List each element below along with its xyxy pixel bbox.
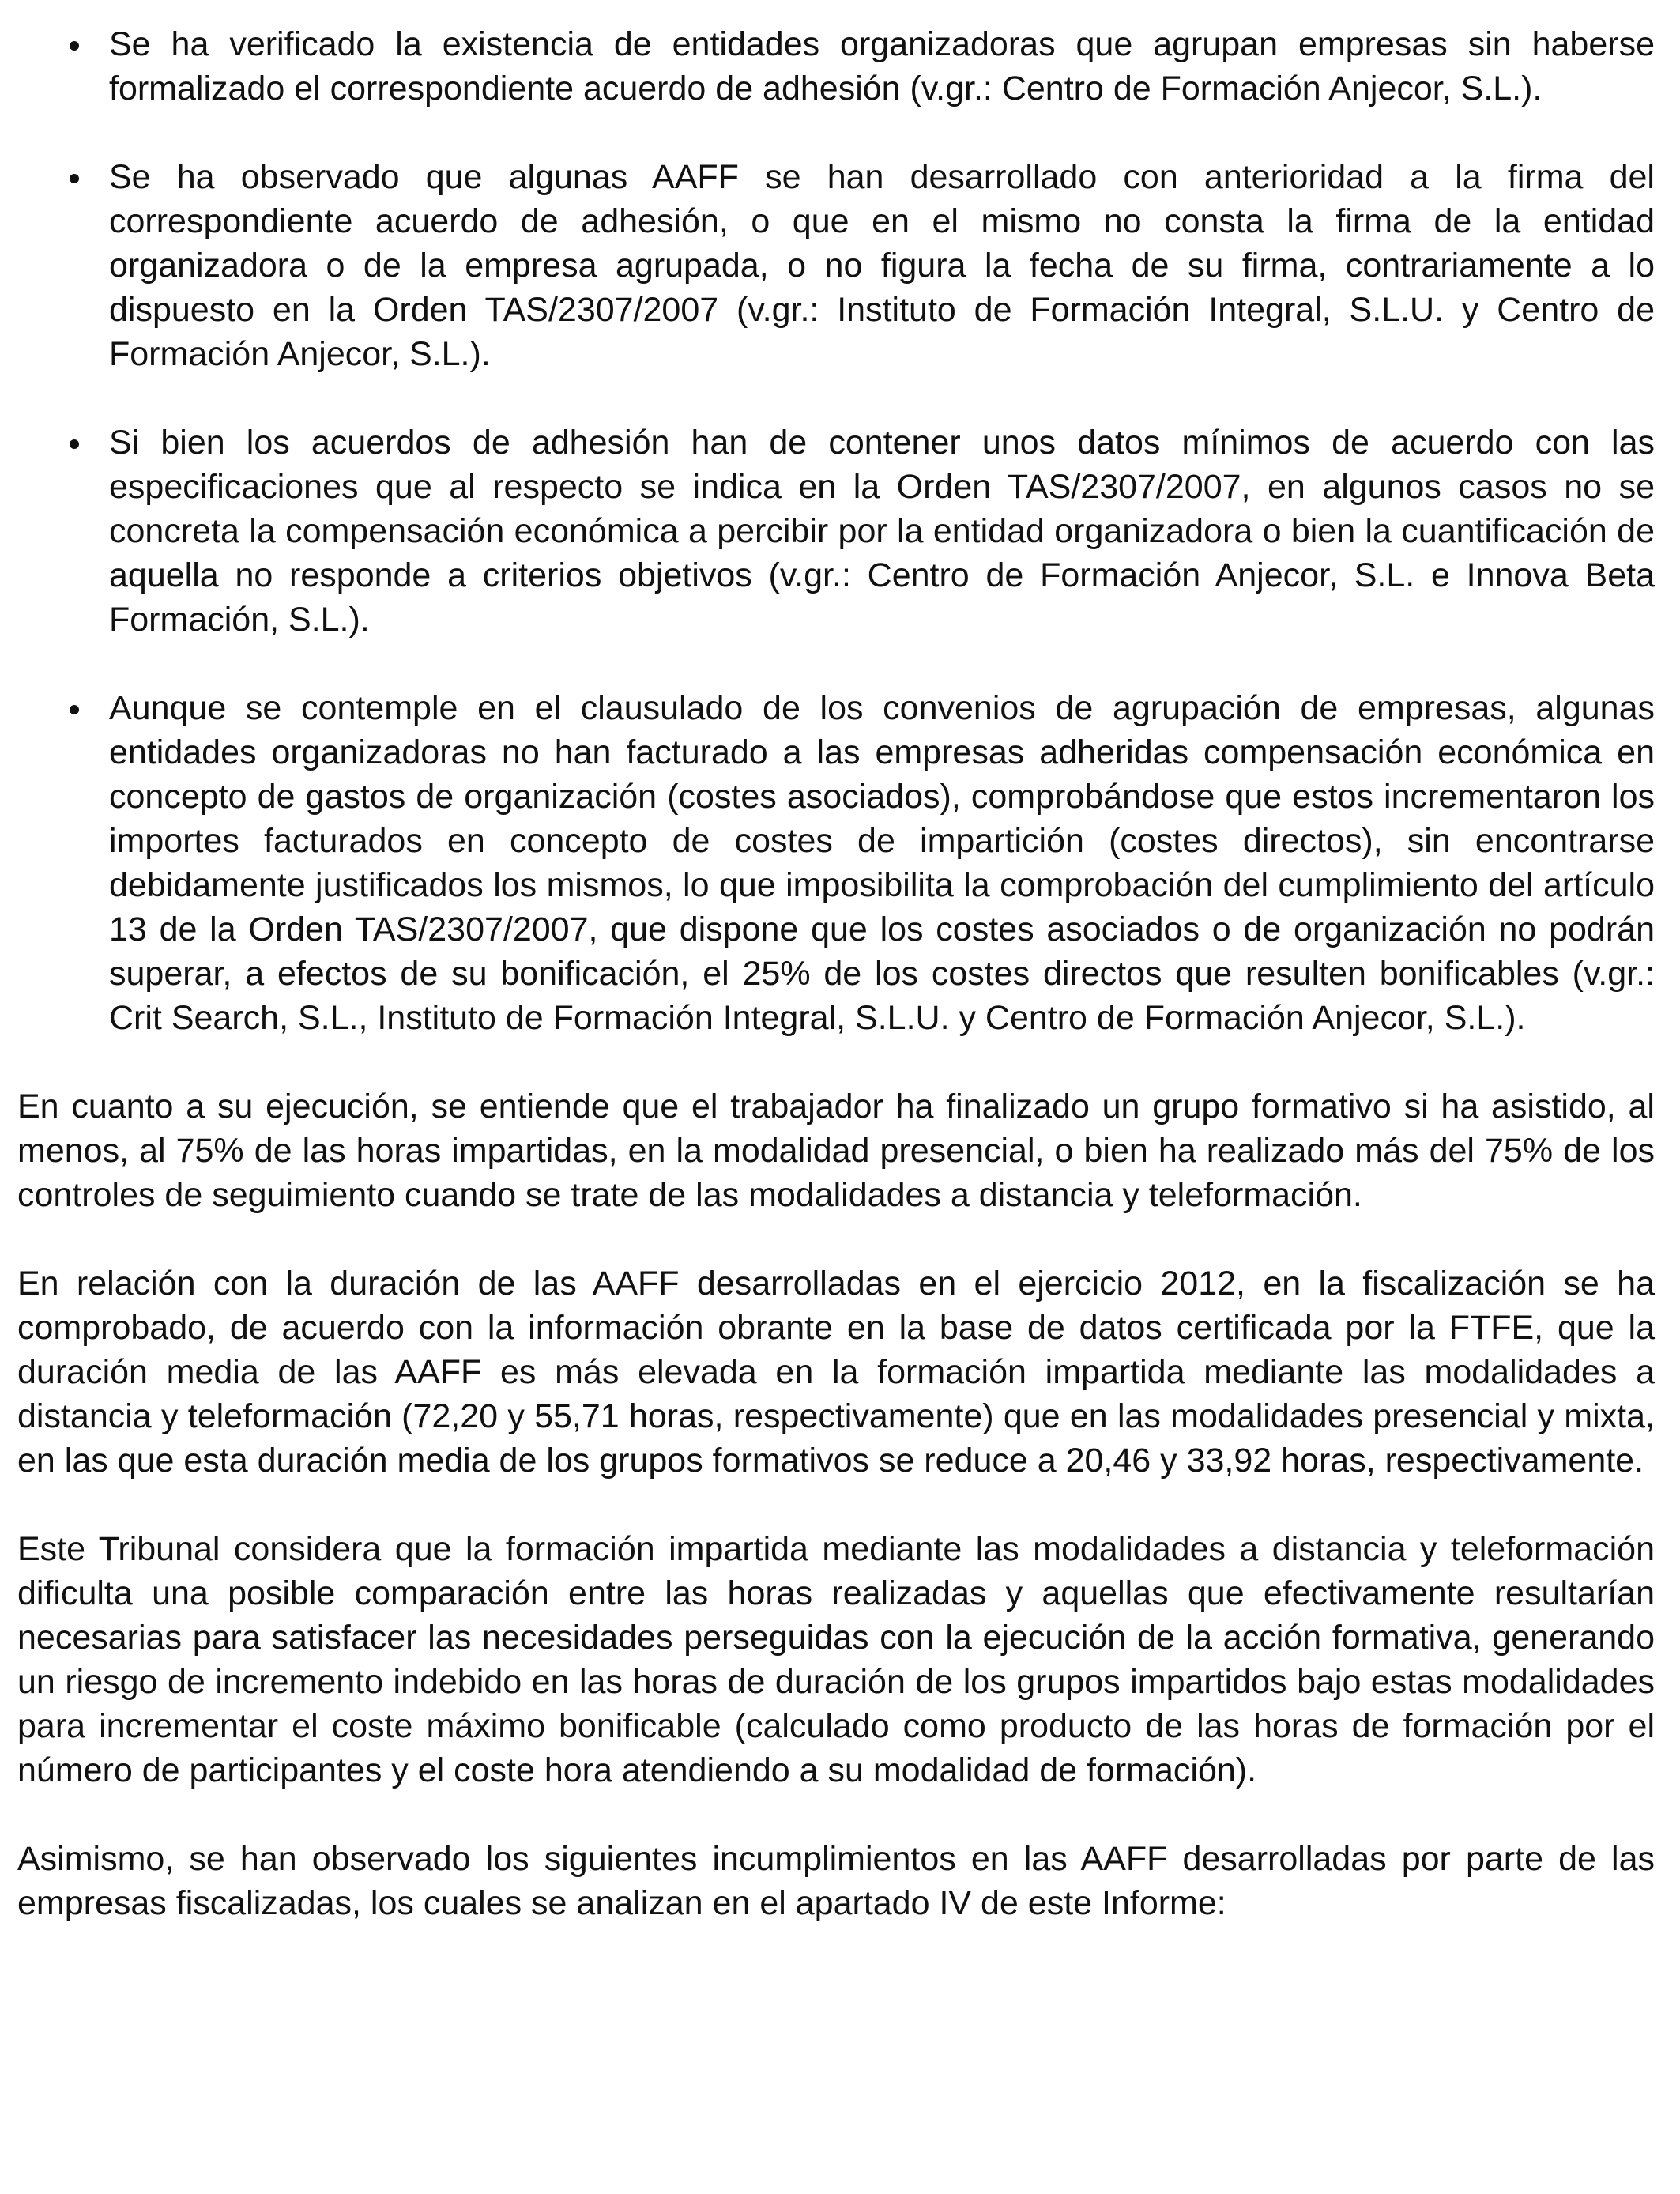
bullet-text: Si bien los acuerdos de adhesión han de contener unos datos mínimos de acuerdo con las especificaciones que al respecto se indica en la Orden TAS/2307/2007, en algunos casos no se concreta la compensación económica a percibir por la entidad organizadora o bien la cuantificación de aquella no responde a criterios objetivos (v.gr.: Centro de Formación Anjecor, S.L. e Innova Beta Formación, S.L.). — [109, 424, 1655, 639]
bullet-item — [17, 420, 1655, 642]
paragraph-tribunal: Este Tribunal considera que la formación impartida mediante las modalidades a distancia y teleformación dificulta una posible comparación entre las horas realizadas y aquellas que efectivamente resultarían necesarias para satisfacer las necesidades perseguidas con la ejecución de la acción formativa, generando un riesgo de incremento indebido en las horas de duración de los grupos impartidos bajo estas modalidades para incrementar el coste máximo bonificable (calculado como producto de las horas de formación por el número de participantes y el coste hora atendiendo a su modalidad de formación). — [17, 1530, 1655, 1789]
paragraph-incumplimientos: Asimismo, se han observado los siguientes incumplimientos en las AAFF desarrolladas por parte de las empresas fiscalizadas, los cuales se analizan en el apartado IV de este Informe: — [17, 1840, 1655, 1922]
bullet-text: Aunque se contemple en el clausulado de los convenios de agrupación de empresas, algunas entidades organizadoras no han facturado a las empresas adheridas compensación económica en concepto de gastos de organización (costes asociados), comprobándose que estos incrementaron los importes facturados en concepto de costes de impartición (costes directos), sin encontrarse debidamente justificados los mismos, lo que imposibilita la comprobación del cumplimiento del artículo 13 de la Orden TAS/2307/2007, que dispone que los costes asociados o de organización no podrán superar, a efectos de su bonificación, el 25% de los costes directos que resulten bonificables (v.gr.: Crit Search, S.L., Instituto de Formación Integral, S.L.U. y Centro de Formación Anjecor, S.L.). — [109, 689, 1655, 1037]
bullet-dot-icon — [70, 705, 79, 714]
bullet-text: Se ha verificado la existencia de entidades organizadoras que agrupan empresas sin haberse formalizado el correspondiente acuerdo de adhesión (v.gr.: Centro de Formación Anjecor, S.L.). — [109, 25, 1655, 107]
bullet-item — [17, 22, 1655, 111]
findings-bullet-list — [17, 22, 1655, 1040]
bullet-item — [17, 155, 1655, 376]
paragraph-ejecucion: En cuanto a su ejecución, se entiende que el trabajador ha finalizado un grupo formativo si ha asistido, al menos, al 75% de las horas impartidas, en la modalidad presencial, o bien ha realizado más del 75% de los controles de seguimiento cuando se trate de las modalidades a distancia y teleformación. — [17, 1088, 1655, 1214]
bullet-text: Se ha observado que algunas AAFF se han desarrollado con anterioridad a la firma del correspondiente acuerdo de adhesión, o que en el mismo no consta la firma de la entidad organizadora o de la empresa agrupada, o no figura la fecha de su firma, contrariamente a lo dispuesto en la Orden TAS/2307/2007 (v.gr.: Instituto de Formación Integral, S.L.U. y Centro de Formación Anjecor, S.L.). — [109, 158, 1655, 373]
bullet-dot-icon — [70, 41, 79, 51]
document-page — [17, 22, 1655, 1970]
bullet-item — [17, 686, 1655, 1040]
bullet-dot-icon — [70, 174, 79, 183]
bullet-dot-icon — [70, 439, 79, 449]
paragraph-duracion: En relación con la duración de las AAFF desarrolladas en el ejercicio 2012, en la fiscalización se ha comprobado, de acuerdo con la información obrante en la base de datos certificada por la FTFE, que la duración media de las AAFF es más elevada en la formación impartida mediante las modalidades a distancia y teleformación (72,20 y 55,71 horas, respectivamente) que en las modalidades presencial y mixta, en las que esta duración media de los grupos formativos se reduce a 20,46 y 33,92 horas, respectivamente. — [17, 1265, 1655, 1480]
